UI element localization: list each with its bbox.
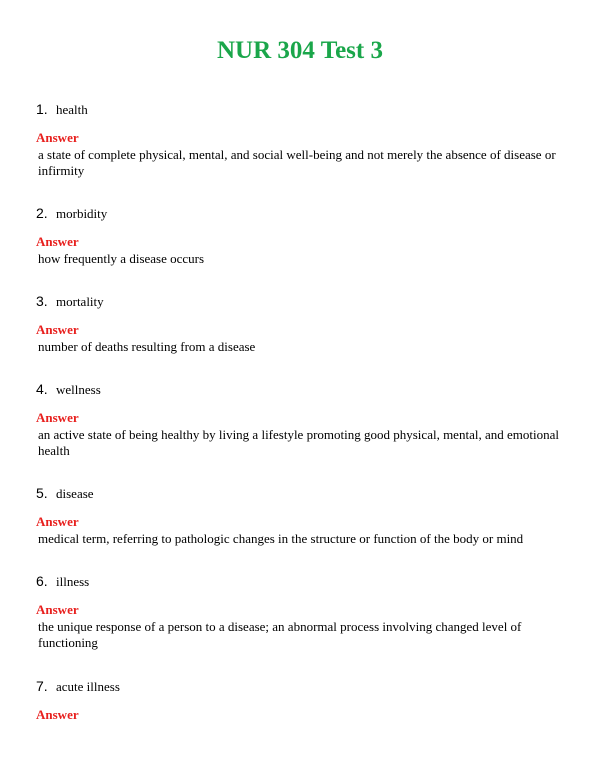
question-row [36,483,566,503]
qa-item [36,203,566,267]
answer-text: a state of complete physical, mental, and social well-being and not merely the absence of disease or infirmity [38,147,556,178]
question-number: 2. [36,205,48,221]
question-number: 7. [36,678,48,694]
answer-label: Answer [36,707,79,722]
question-number: 5. [36,485,48,501]
answer-text: number of deaths resulting from a disease [38,339,256,354]
question-term: health [56,102,88,117]
question-term: disease [56,486,94,501]
answer-text: the unique response of a person to a disease; an abnormal process involving changed level of functioning [38,619,522,650]
question-number: 3. [36,293,48,309]
answer-label: Answer [36,130,79,145]
question-number: 4. [36,381,48,397]
question-row [36,99,566,119]
question-row [36,379,566,399]
qa-item [36,379,566,459]
qa-item [36,571,566,651]
question-term: wellness [56,382,101,397]
question-term: illness [56,574,90,589]
qa-item [36,483,566,547]
question-number: 6. [36,573,48,589]
question-term: morbidity [56,206,108,221]
document-title: NUR 304 Test 3 [217,37,383,64]
question-row [36,676,566,696]
answer-label: Answer [36,410,79,425]
answer-label: Answer [36,234,79,249]
answer-label: Answer [36,514,79,529]
qa-item [36,291,566,355]
question-number: 1. [36,101,48,117]
question-row [36,291,566,311]
question-term: acute illness [56,679,120,694]
qa-item [36,676,566,724]
answer-text: how frequently a disease occurs [38,251,205,266]
question-row [36,571,566,591]
qa-item [36,99,566,179]
question-term: mortality [56,294,104,309]
question-row [36,203,566,223]
answer-label: Answer [36,602,79,617]
answer-label: Answer [36,322,79,337]
answer-text: an active state of being healthy by living a lifestyle promoting good physical, mental, and emotional health [38,427,559,458]
answer-text: medical term, referring to pathologic changes in the structure or function of the body or mind [38,531,524,546]
